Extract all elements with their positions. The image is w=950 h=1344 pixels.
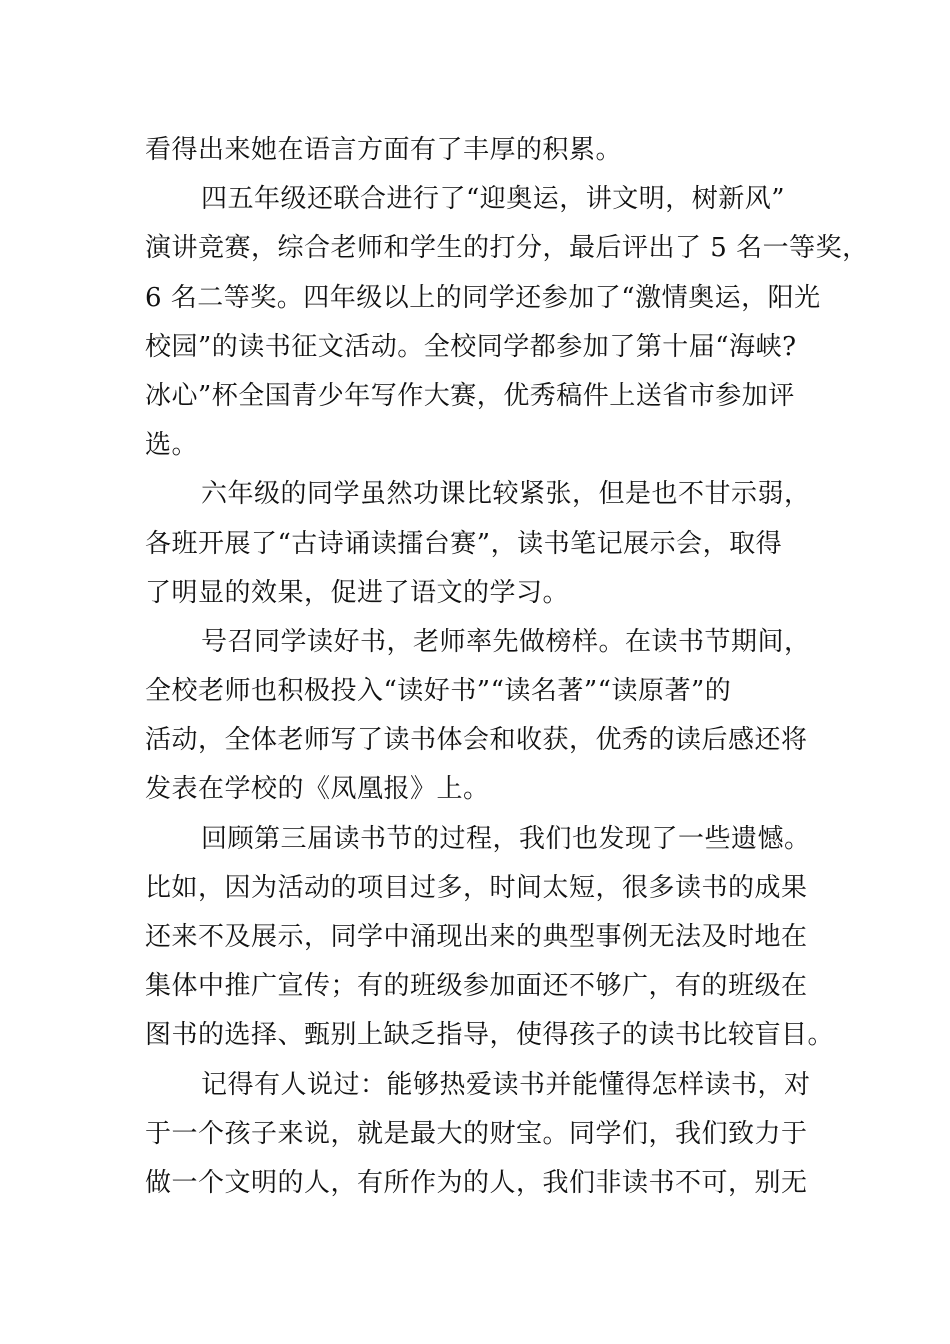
text-line: 各班开展了“古诗诵读擂台赛”，读书笔记展示会，取得 — [145, 528, 783, 559]
paragraph-first-line: 记得有人说过：能够热爱读书并能懂得怎样读书，对 — [201, 1069, 811, 1100]
text-line: 于一个孩子来说，就是最大的财宝。同学们，我们致力于 — [145, 1118, 808, 1149]
text-line: 全校老师也积极投入“读好书”“读名著”“读原著”的 — [145, 676, 732, 707]
paragraph-first-line: 号召同学读好书，老师率先做榜样。在读书节期间， — [201, 626, 811, 657]
text-line: 集体中推广宣传；有的班级参加面还不够广，有的班级在 — [145, 971, 808, 1002]
document-body — [145, 126, 869, 1208]
text-line: 6 名二等奖。四年级以上的同学还参加了“激情奥运，阳光 — [145, 282, 821, 313]
text-line: 比如，因为活动的项目过多，时间太短，很多读书的成果 — [145, 872, 808, 903]
text-line: 演讲竞赛，综合老师和学生的打分，最后评出了 5 名一等奖， — [145, 233, 869, 264]
text-line: 看得出来她在语言方面有了丰厚的积累。 — [145, 135, 623, 165]
text-line: 选。 — [145, 430, 199, 461]
text-line: 发表在学校的《凤凰报》上。 — [145, 774, 490, 805]
text-line: 校园”的读书征文活动。全校同学都参加了第十届“海峡? — [145, 331, 797, 362]
text-line: 活动，全体老师写了读书体会和收获，优秀的读后感还将 — [145, 725, 808, 756]
text-line: 做一个文明的人，有所作为的人，我们非读书不可，别无 — [145, 1167, 808, 1198]
text-line: 冰心”杯全国青少年写作大赛，优秀稿件上送省市参加评 — [145, 380, 795, 411]
paragraph-first-line: 四五年级还联合进行了“迎奥运，讲文明，树新风” — [201, 184, 786, 215]
text-line: 图书的选择、甄别上缺乏指导，使得孩子的读书比较盲目。 — [145, 1020, 835, 1051]
text-line: 还来不及展示，同学中涌现出来的典型事例无法及时地在 — [145, 922, 808, 952]
text-line: 了明显的效果，促进了语文的学习。 — [145, 577, 570, 608]
paragraph-first-line: 六年级的同学虽然功课比较紧张，但是也不甘示弱， — [201, 479, 811, 510]
paragraph-first-line: 回顾第三届读书节的过程，我们也发现了一些遗憾。 — [201, 823, 811, 854]
